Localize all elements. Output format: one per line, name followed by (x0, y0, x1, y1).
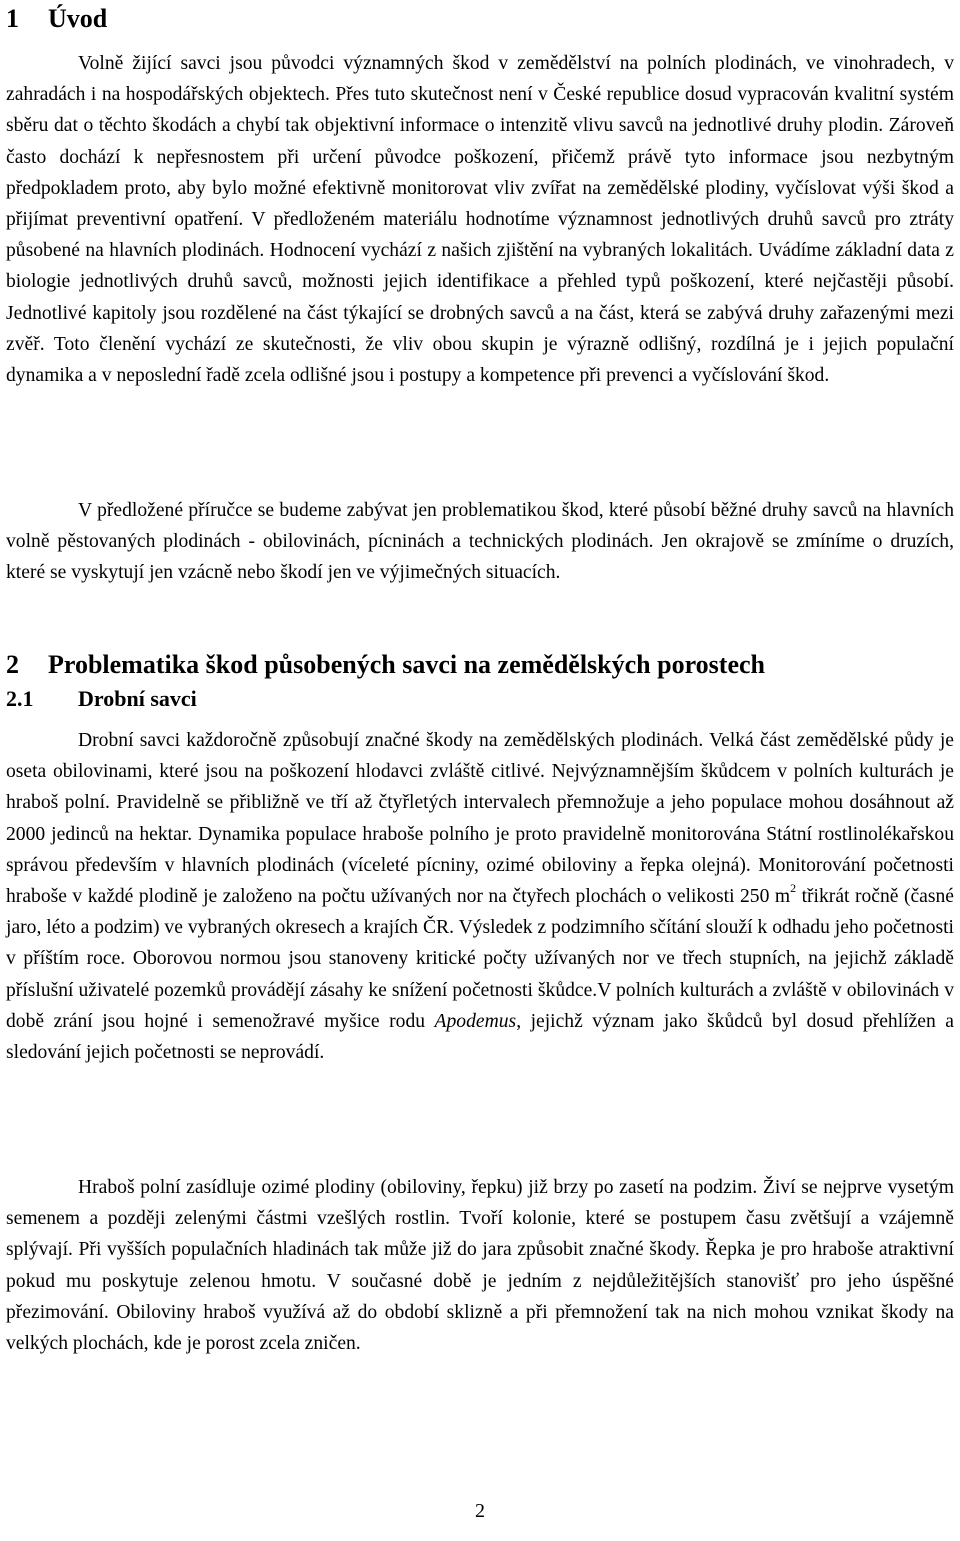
paragraph-text: , jejichž význam jako škůdců byl dosud přehlížen a sledování jejich početnosti se neprovádí. (6, 1010, 954, 1064)
section-1-title: Úvod (48, 4, 108, 33)
paragraph-text: Drobní savci každoročně způsobují značné škody na zemědělských plodinách. Velká část zemědělské půdy je oseta obilovinami, které jsou na poškození hlodavci zvláště citlivé. Nejvýznamnějším škůdcem v polních kulturách je hraboš polní. Pravidelně se přibližně ve tří až čtyřletých intervalech přemnožuje a jeho populace mohou dosáhnout až 2000 jedinců na hektar. Dynamika populace hraboše polního je proto pravidelně monitorována Státní rostlinolékařskou správou především v hlavních plodinách (víceleté pícniny, ozimé obiloviny a řepka olejná). Monitorování početnosti hraboše v každé plodině je založeno na počtu užívaných nor na čtyřech plochách o velikosti 250 m (6, 730, 954, 908)
section-2-1-number: 2.1 (6, 686, 34, 711)
section-1-paragraph-2: V předložené příručce se budeme zabývat jen problematikou škod, které působí běžné druhy savců na hlavních volně pěstovaných plodinách - obilovinách, pícninách a technických plodinách. Jen okrajově se zmíníme o druzích, které se vyskytují jen vzácně nebo škodí jen ve výjimečných situacích. (6, 500, 954, 584)
section-2-1-paragraph-1 (6, 725, 954, 1068)
section-1-number: 1 (6, 4, 19, 33)
section-2-1-title: Drobní savci (78, 686, 197, 711)
section-2-title: Problematika škod působených savci na zemědělských porostech (48, 650, 765, 679)
section-1-paragraph-1: Volně žijící savci jsou původci významných škod v zemědělství na polních plodinách, ve vinohradech, v zahradách i na hospodářských objektech. Přes tuto skutečnost není v České republice dosud vypracován kvalitní systém sběru dat o těchto škodách a chybí tak objektivní informace o intenzitě vlivu savců na jednotlivé druhy plodin. Zároveň často dochází k nepřesnostem při určení původce poškození, přičemž právě tyto informace jsou nezbytným předpokladem proto, aby bylo možné efektivně monitorovat vliv zvířat na zemědělské plodiny, vyčíslovat výši škod a přijímat preventivní opatření. V předloženém materiálu hodnotíme významnost jednotlivých druhů savců pro ztráty působené na hlavních plodinách. Hodnocení vychází z našich zjištění na vybraných lokalitách. Uvádíme základní data z biologie jednotlivých druhů savců, možnosti jejich identifikace a přehled typů poškození, které nejčastěji působí. Jednotlivé kapitoly jsou rozdělené na část týkající se drobných savců a na část, která se zabývá druhy zařazenými mezi zvěř. Toto členění vychází ze skutečnosti, že vliv obou skupin je výrazně odlišný, rozdílná je i jejich populační dynamika a v neposlední řadě zcela odlišné jsou i postupy a kompetence při prevenci a vyčíslování škod. (6, 53, 954, 387)
section-2-1-paragraph-2: Hraboš polní zasídluje ozimé plodiny (obiloviny, řepku) již brzy po zasetí na podzim. Živí se nejprve vysetým semenem a později zelenými částmi vzešlých rostlin. Tvoří kolonie, které se postupem času zvětšují a vzájemně splývají. Při vyšších populačních hladinách tak může již do jara způsobit značné škody. Řepka je pro hraboše atraktivní pokud mu poskytuje zelenou hmotu. V současné době je jedním z nejdůležitějších stanovišť pro jeho úspěšné přezimování. Obiloviny hraboš využívá až do období sklizně a při přemnožení tak na nich mohou vznikat škody na velkých plochách, kde je porost zcela zničen. (6, 1177, 954, 1355)
page-number: 2 (475, 1500, 485, 1522)
superscript-2: 2 (790, 881, 797, 896)
section-1-heading (6, 2, 107, 36)
section-2-1-heading (6, 684, 197, 714)
genus-name: Apodemus (434, 1010, 517, 1032)
section-2-heading (6, 648, 765, 682)
paragraph-text: třikrát ročně (časné jaro, léto a podzim) ve vybraných okresech a krajích ČR. Výsledek z podzimního sčítání slouží k odhadu jeho početnosti v příštím roce. Oborovou normou jsou stanoveny kritické počty užívaných nor ve třech stupních, na jejichž základě příslušní uživatelé pozemků provádějí zásahy ke snížení početnosti škůdce.V polních kulturách a zvláště v obilovinách v době zrání jsou hojné i semenožravé myšice rodu (6, 886, 954, 1032)
section-2-number: 2 (6, 650, 19, 679)
